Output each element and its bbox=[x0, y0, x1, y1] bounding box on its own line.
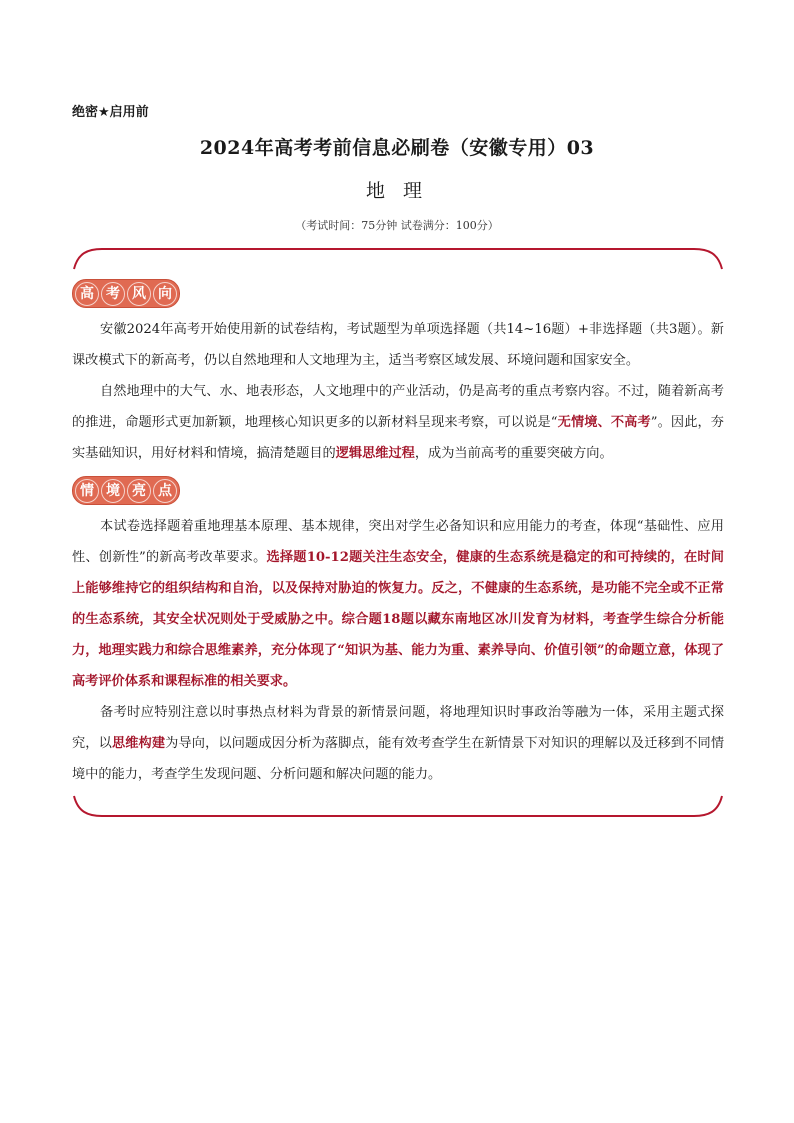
text-run: 本试卷选择题着重地理基本原理、基本规律，突出对学生必备知识和应用能力的考查，体现“基础性、应用性、创新性”的新高考改革要求。 bbox=[72, 519, 724, 565]
highlight-questions: 选择题10-12题关注生态安全，健康的生态系统是稳定的和可持续的，在时间上能够维持它的组织结构和自治，以及保持对胁迫的恢复力。反之，不健康的生态系统，是功能不完全或不正常的生态系统，其安全状况则处于受威胁之中。综合题18题以藏东南地区冰川发育为材料，考查学生综合分析能力，地理实践力和综合思维素养，充分体现了“知识为基、能力为重、素养导向、价值引领”的命题立意，体现了高考评价体系和课程标准的相关要求。 bbox=[72, 550, 724, 689]
confidential-label: 绝密★启用前 bbox=[72, 105, 149, 120]
highlight-no-context: 无情境、不高考 bbox=[557, 415, 651, 430]
gaokao-trend-badge bbox=[72, 279, 180, 308]
trend-paragraph-1: 安徽2024年高考开始使用新的试卷结构，考试题型为单项选择题（共14~16题）+非选择题（共3题）。新课改模式下的新高考，仍以自然地理和人文地理为主，适当考察区域发展、环境问题和国家安全。 bbox=[72, 322, 724, 368]
highlights-paragraph-2 bbox=[72, 697, 724, 790]
badge-char: 亮 bbox=[127, 479, 151, 503]
badge-char: 考 bbox=[101, 282, 125, 306]
text-run: ”。因此，夯实基础知识，用好材料和情境，搞清楚题目的 bbox=[72, 415, 724, 461]
text-run: 自然地理中的大气、水、地表形态，人文地理中的产业活动，仍是高考的重点考察内容。不过，随着新高考的推进，命题形式更加新颖，地理核心知识更多的以新材料呈现来考察，可以说是“ bbox=[72, 384, 724, 430]
badge-char: 向 bbox=[153, 282, 177, 306]
text-run: ，成为当前高考的重要突破方向。 bbox=[414, 446, 613, 461]
context-highlights-badge bbox=[72, 476, 180, 505]
subject-title: 地 理 bbox=[365, 180, 429, 202]
badge-char: 高 bbox=[75, 282, 99, 306]
trend-paragraph-2 bbox=[72, 376, 724, 469]
exam-info: （考试时间：75分钟 试卷满分：100分） bbox=[295, 219, 499, 232]
text-run: 为导向，以问题成因分析为落脚点，能有效考查学生在新情景下对知识的理解以及迁移到不同情境中的能力，考查学生发现问题、分析问题和解决问题的能力。 bbox=[72, 736, 725, 782]
highlight-thinking: 思维构建 bbox=[111, 736, 166, 751]
badge-char: 点 bbox=[153, 479, 177, 503]
highlights-paragraph-1 bbox=[72, 511, 724, 697]
badge-char: 境 bbox=[101, 479, 125, 503]
badge-char: 风 bbox=[127, 282, 151, 306]
text-run: 备考时应特别注意以时事热点材料为背景的新情景问题，将地理知识时事政治等融为一体，采用主题式探究，以 bbox=[72, 705, 724, 751]
page-title: 2024年高考考前信息必刷卷（安徽专用）03 bbox=[199, 137, 595, 159]
badge-char: 情 bbox=[75, 479, 99, 503]
highlight-logic-process: 逻辑思维过程 bbox=[335, 446, 415, 461]
